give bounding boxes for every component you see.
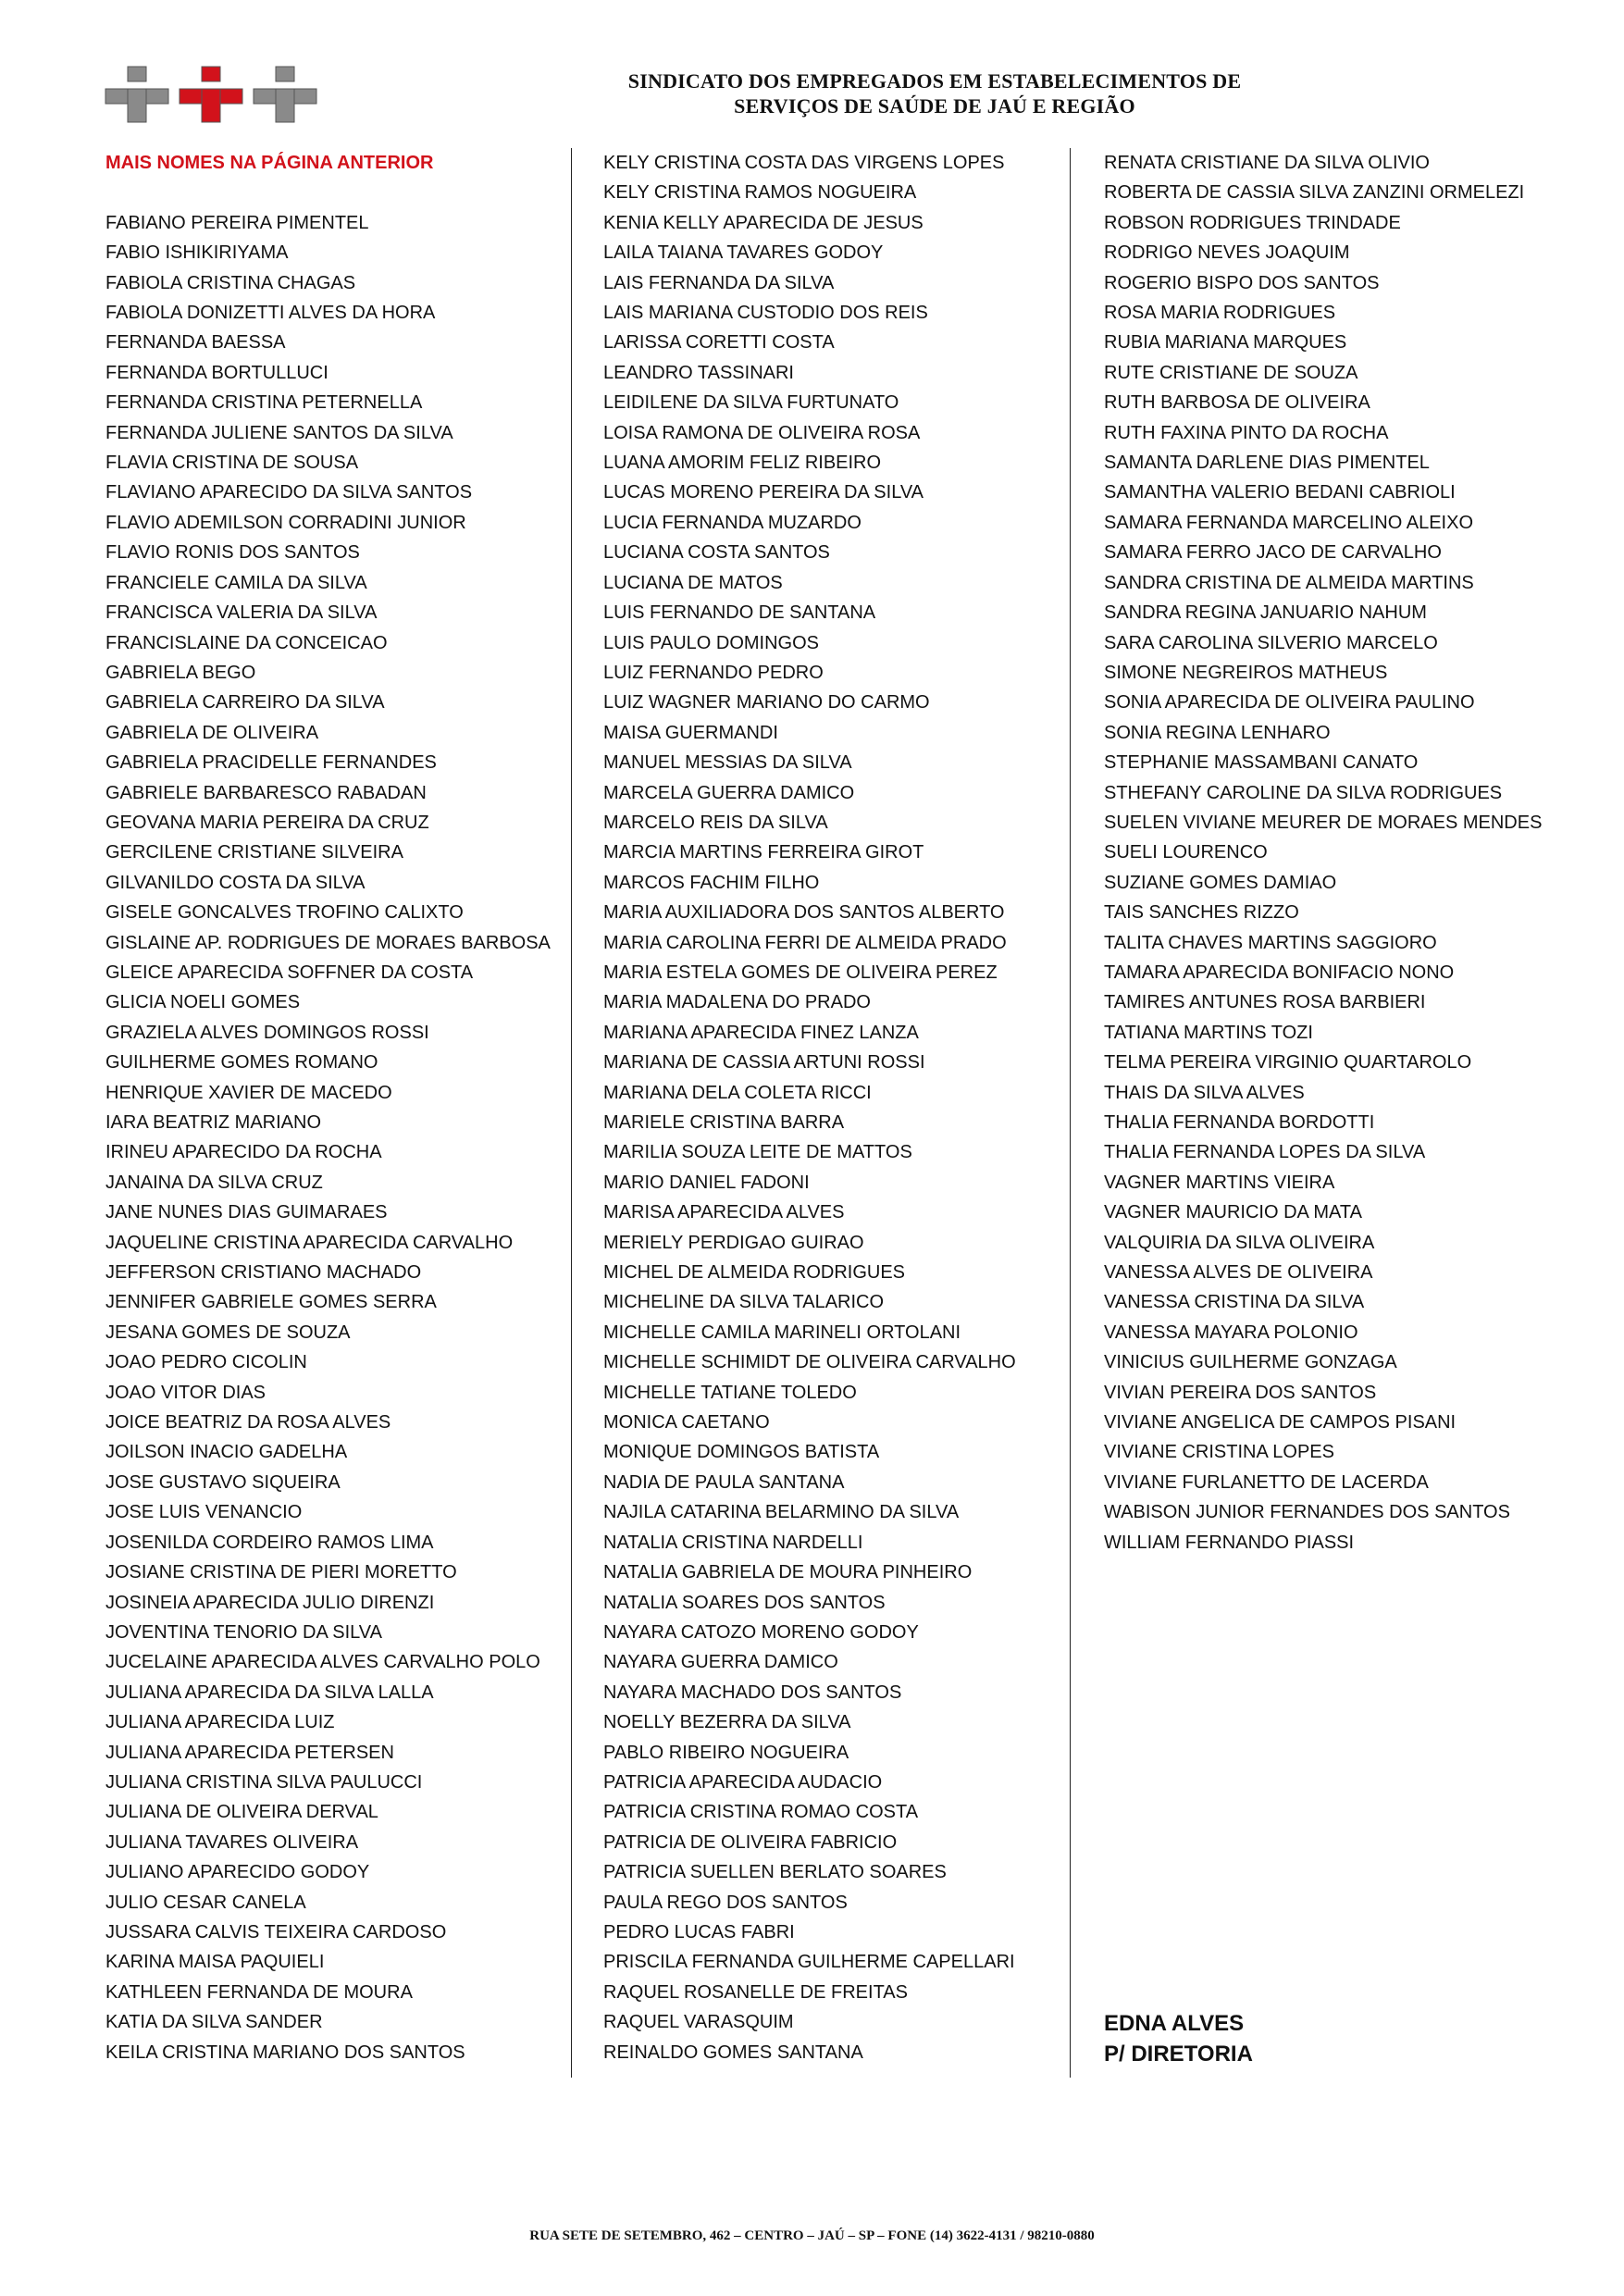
name-list-item: MARIANA APARECIDA FINEZ LANZA: [603, 1022, 919, 1043]
name-list-item: NATALIA CRISTINA NARDELLI: [603, 1532, 863, 1553]
name-list-item: SAMARA FERNANDA MARCELINO ALEIXO: [1104, 512, 1473, 533]
name-list-item: PATRICIA CRISTINA ROMAO COSTA: [603, 1802, 919, 1823]
name-list-item: JANE NUNES DIAS GUIMARAES: [105, 1202, 388, 1223]
name-list-item: MARIA ESTELA GOMES DE OLIVEIRA PEREZ: [603, 962, 998, 983]
title-line-1: SINDICATO DOS EMPREGADOS EM ESTABELECIMENTOS DE: [627, 69, 1242, 93]
name-list-item: GISELE GONCALVES TROFINO CALIXTO: [105, 902, 464, 924]
name-list-item: SIMONE NEGREIROS MATHEUS: [1104, 662, 1388, 683]
names-column-2: [603, 148, 1066, 2067]
name-list-item: GILVANILDO COSTA DA SILVA: [105, 872, 366, 893]
name-list-item: PABLO RIBEIRO NOGUEIRA: [603, 1742, 849, 1763]
name-list-item: SUZIANE GOMES DAMIAO: [1104, 872, 1337, 893]
name-list-item: GRAZIELA ALVES DOMINGOS ROSSI: [105, 1022, 429, 1043]
name-list-item: FRANCISLAINE DA CONCEICAO: [105, 632, 388, 653]
name-list-item: KENIA KELLY APARECIDA DE JESUS: [603, 212, 924, 233]
name-list-item: SARA CAROLINA SILVERIO MARCELO: [1104, 632, 1438, 653]
name-list-item: VANESSA MAYARA POLONIO: [1104, 1322, 1358, 1343]
name-list-item: FERNANDA CRISTINA PETERNELLA: [105, 392, 423, 414]
name-list-item: JOSE GUSTAVO SIQUEIRA: [105, 1471, 341, 1493]
name-list-item: LAIS MARIANA CUSTODIO DOS REIS: [603, 303, 928, 324]
name-list-item: RUTH BARBOSA DE OLIVEIRA: [1104, 392, 1370, 414]
name-list-item: GLICIA NOELI GOMES: [105, 992, 301, 1013]
name-list-item: PRISCILA FERNANDA GUILHERME CAPELLARI: [603, 1952, 1015, 1973]
name-list-item: JOSE LUIS VENANCIO: [105, 1502, 303, 1523]
name-list-item: JENNIFER GABRIELE GOMES SERRA: [105, 1292, 437, 1313]
name-list-item: KATHLEEN FERNANDA DE MOURA: [105, 1981, 413, 2003]
name-list-item: IRINEU APARECIDO DA ROCHA: [105, 1142, 382, 1163]
name-list-item: REINALDO GOMES SANTANA: [603, 2042, 863, 2063]
name-list-item: THALIA FERNANDA LOPES DA SILVA: [1104, 1142, 1426, 1163]
name-list-item: JOICE BEATRIZ DA ROSA ALVES: [105, 1412, 391, 1433]
name-list-item: GABRIELA CARREIRO DA SILVA: [105, 692, 385, 714]
name-list-item: PAULA REGO DOS SANTOS: [603, 1892, 848, 1913]
name-list-item: FRANCISCA VALERIA DA SILVA: [105, 602, 378, 624]
name-list-item: LUIZ WAGNER MARIANO DO CARMO: [603, 692, 930, 714]
name-list-item: FABIOLA CRISTINA CHAGAS: [105, 272, 356, 293]
name-list-item: KARINA MAISA PAQUIELI: [105, 1952, 325, 1973]
name-list-item: FLAVIO ADEMILSON CORRADINI JUNIOR: [105, 512, 466, 533]
name-list-item: LAIS FERNANDA DA SILVA: [603, 272, 835, 293]
name-list-item: GEOVANA MARIA PEREIRA DA CRUZ: [105, 812, 429, 833]
name-list-item: NAYARA GUERRA DAMICO: [603, 1652, 838, 1673]
name-list-item: JULIO CESAR CANELA: [105, 1892, 306, 1913]
name-list-item: MARIANA DE CASSIA ARTUNI ROSSI: [603, 1052, 925, 1074]
name-list-item: JULIANA CRISTINA SILVA PAULUCCI: [105, 1771, 423, 1793]
name-list-item: SONIA APARECIDA DE OLIVEIRA PAULINO: [1104, 692, 1475, 714]
name-list-item: GLEICE APARECIDA SOFFNER DA COSTA: [105, 962, 474, 983]
name-list-item: THALIA FERNANDA BORDOTTI: [1104, 1112, 1375, 1133]
name-list-item: MICHELLE TATIANE TOLEDO: [603, 1382, 857, 1403]
name-list-item: SAMANTHA VALERIO BEDANI CABRIOLI: [1104, 482, 1456, 503]
name-list-item: MICHELINE DA SILVA TALARICO: [603, 1292, 885, 1313]
name-list-item: TAMARA APARECIDA BONIFACIO NONO: [1104, 962, 1455, 983]
name-list-item: NATALIA GABRIELA DE MOURA PINHEIRO: [603, 1562, 973, 1583]
name-list-item: JOILSON INACIO GADELHA: [105, 1442, 348, 1463]
name-list-item: MARCELA GUERRA DAMICO: [603, 782, 855, 803]
name-list-item: PEDRO LUCAS FABRI: [603, 1921, 795, 1942]
name-list-item: MARIA AUXILIADORA DOS SANTOS ALBERTO: [603, 902, 1005, 924]
name-list-item: MAISA GUERMANDI: [603, 722, 778, 743]
name-list-item: VINICIUS GUILHERME GONZAGA: [1104, 1352, 1397, 1373]
name-list-item: FABIO ISHIKIRIYAMA: [105, 242, 289, 264]
name-list-item: SONIA REGINA LENHARO: [1104, 722, 1331, 743]
name-list-item: JESANA GOMES DE SOUZA: [105, 1322, 351, 1343]
signature-block: [1104, 2008, 1253, 2069]
name-list-item: MONIQUE DOMINGOS BATISTA: [603, 1442, 880, 1463]
spacer: [105, 178, 568, 207]
name-list-item: LUIS FERNANDO DE SANTANA: [603, 602, 876, 624]
name-list-item: MARCIA MARTINS FERREIRA GIROT: [603, 842, 924, 863]
name-list-item: NAYARA CATOZO MORENO GODOY: [603, 1621, 919, 1643]
name-list-item: VIVIANE ANGELICA DE CAMPOS PISANI: [1104, 1412, 1457, 1433]
name-list-item: JULIANO APARECIDO GODOY: [105, 1862, 370, 1883]
name-list-item: ROBSON RODRIGUES TRINDADE: [1104, 212, 1401, 233]
name-list-item: SUELI LOURENCO: [1104, 842, 1268, 863]
name-list-item: RODRIGO NEVES JOAQUIM: [1104, 242, 1350, 264]
name-list-item: RENATA CRISTIANE DA SILVA OLIVIO: [1104, 153, 1430, 173]
name-list-item: VIVIANE FURLANETTO DE LACERDA: [1104, 1471, 1429, 1493]
name-list-item: NAJILA CATARINA BELARMINO DA SILVA: [603, 1502, 960, 1523]
name-list-item: WABISON JUNIOR FERNANDES DOS SANTOS: [1104, 1502, 1510, 1523]
name-list-item: LAILA TAIANA TAVARES GODOY: [603, 242, 884, 264]
name-list-item: RUTH FAXINA PINTO DA ROCHA: [1104, 422, 1389, 443]
name-list-item: TAMIRES ANTUNES ROSA BARBIERI: [1104, 992, 1426, 1013]
name-list-item: NAYARA MACHADO DOS SANTOS: [603, 1682, 902, 1703]
name-list-item: KELY CRISTINA COSTA DAS VIRGENS LOPES: [603, 153, 1005, 173]
name-list-item: JANAINA DA SILVA CRUZ: [105, 1172, 323, 1193]
name-list-item: VANESSA ALVES DE OLIVEIRA: [1104, 1262, 1373, 1284]
name-list-item: SUELEN VIVIANE MEURER DE MORAES MENDES: [1104, 812, 1543, 833]
name-list-item: NADIA DE PAULA SANTANA: [603, 1471, 845, 1493]
name-list-item: HENRIQUE XAVIER DE MACEDO: [105, 1082, 392, 1103]
name-list-item: MONICA CAETANO: [603, 1412, 770, 1433]
column-divider: [571, 148, 572, 2078]
name-list-item: GUILHERME GOMES ROMANO: [105, 1052, 378, 1074]
name-list-item: MICHELLE SCHIMIDT DE OLIVEIRA CARVALHO: [603, 1352, 1016, 1373]
name-list-item: FLAVIO RONIS DOS SANTOS: [105, 542, 360, 564]
name-list-item: PATRICIA APARECIDA AUDACIO: [603, 1771, 883, 1793]
name-list-item: ROBERTA DE CASSIA SILVA ZANZINI ORMELEZI: [1104, 182, 1525, 204]
name-list-item: KATIA DA SILVA SANDER: [105, 2012, 323, 2033]
names-column-1: [105, 148, 568, 2067]
name-list-item: ROSA MARIA RODRIGUES: [1104, 303, 1336, 324]
name-list-item: KELY CRISTINA RAMOS NOGUEIRA: [603, 182, 917, 204]
footer-address: RUA SETE DE SETEMBRO, 462 – CENTRO – JAÚ – SP – FONE (14) 3622-4131 / 98210-0880: [529, 2228, 1095, 2243]
name-list-item: LUCAS MORENO PEREIRA DA SILVA: [603, 482, 924, 503]
name-list-item: SANDRA REGINA JANUARIO NAHUM: [1104, 602, 1427, 624]
name-list-item: FABIANO PEREIRA PIMENTEL: [105, 212, 369, 233]
name-list-item: KEILA CRISTINA MARIANO DOS SANTOS: [105, 2042, 465, 2063]
name-list-item: JAQUELINE CRISTINA APARECIDA CARVALHO: [105, 1232, 514, 1253]
name-list-item: MARIO DANIEL FADONI: [603, 1172, 810, 1193]
name-list-item: FERNANDA BORTULLUCI: [105, 362, 329, 383]
name-list-item: MERIELY PERDIGAO GUIRAO: [603, 1232, 864, 1253]
name-list-item: GERCILENE CRISTIANE SILVEIRA: [105, 842, 403, 863]
name-list-item: SAMARA FERRO JACO DE CARVALHO: [1104, 542, 1442, 564]
name-list-item: JOVENTINA TENORIO DA SILVA: [105, 1621, 382, 1643]
name-list-item: MICHEL DE ALMEIDA RODRIGUES: [603, 1262, 905, 1284]
name-list-item: FRANCIELE CAMILA DA SILVA: [105, 572, 367, 593]
name-list-item: GABRIELA BEGO: [105, 662, 256, 683]
name-list-item: RUBIA MARIANA MARQUES: [1104, 332, 1347, 354]
name-list-item: FLAVIANO APARECIDO DA SILVA SANTOS: [105, 482, 473, 503]
name-list-item: GABRIELE BARBARESCO RABADAN: [105, 782, 427, 803]
name-list-item: RUTE CRISTIANE DE SOUZA: [1104, 362, 1358, 383]
name-list-item: SANDRA CRISTINA DE ALMEIDA MARTINS: [1104, 572, 1474, 593]
name-list-item: TAIS SANCHES RIZZO: [1104, 902, 1299, 924]
name-list-item: VAGNER MARTINS VIEIRA: [1104, 1172, 1335, 1193]
name-list-item: FERNANDA BAESSA: [105, 332, 286, 354]
previous-page-note: MAIS NOMES NA PÁGINA ANTERIOR: [105, 153, 434, 173]
name-list-item: GABRIELA PRACIDELLE FERNANDES: [105, 752, 437, 774]
name-list-item: MARILIA SOUZA LEITE DE MATTOS: [603, 1142, 912, 1163]
name-list-item: VAGNER MAURICIO DA MATA: [1104, 1202, 1362, 1223]
name-list-item: MANUEL MESSIAS DA SILVA: [603, 752, 852, 774]
name-list-item: LUCIANA DE MATOS: [603, 572, 783, 593]
name-list-item: TATIANA MARTINS TOZI: [1104, 1022, 1313, 1043]
name-list-item: SAMANTA DARLENE DIAS PIMENTEL: [1104, 453, 1430, 474]
name-list-item: TALITA CHAVES MARTINS SAGGIORO: [1104, 932, 1437, 953]
name-list-item: NOELLY BEZERRA DA SILVA: [603, 1712, 851, 1733]
name-list-item: LUIS PAULO DOMINGOS: [603, 632, 820, 653]
signature-role: P/ DIRETORIA: [1104, 2042, 1253, 2066]
name-list-item: MARISA APARECIDA ALVES: [603, 1202, 845, 1223]
name-list-item: MARIA MADALENA DO PRADO: [603, 992, 871, 1013]
name-list-item: RAQUEL ROSANELLE DE FREITAS: [603, 1981, 908, 2003]
name-list-item: MARCOS FACHIM FILHO: [603, 872, 820, 893]
name-list-item: MARIA CAROLINA FERRI DE ALMEIDA PRADO: [603, 932, 1007, 953]
name-list-item: WILLIAM FERNANDO PIASSI: [1104, 1532, 1355, 1553]
name-list-item: STEPHANIE MASSAMBANI CANATO: [1104, 752, 1419, 774]
name-list-item: LUANA AMORIM FELIZ RIBEIRO: [603, 453, 882, 474]
name-list-item: JOAO VITOR DIAS: [105, 1382, 266, 1403]
name-list-item: JULIANA TAVARES OLIVEIRA: [105, 1831, 359, 1853]
name-list-item: STHEFANY CAROLINE DA SILVA RODRIGUES: [1104, 782, 1503, 803]
name-list-item: MARCELO REIS DA SILVA: [603, 812, 828, 833]
name-list-item: VIVIANE CRISTINA LOPES: [1104, 1442, 1334, 1463]
name-list-item: PATRICIA DE OLIVEIRA FABRICIO: [603, 1831, 898, 1853]
name-list-item: JULIANA APARECIDA PETERSEN: [105, 1742, 394, 1763]
name-list-item: JOSINEIA APARECIDA JULIO DIRENZI: [105, 1592, 435, 1613]
name-list-item: MARIANA DELA COLETA RICCI: [603, 1082, 872, 1103]
signature-name: EDNA ALVES: [1104, 2011, 1245, 2036]
name-list-item: JUSSARA CALVIS TEIXEIRA CARDOSO: [105, 1921, 447, 1942]
name-list-item: ROGERIO BISPO DOS SANTOS: [1104, 272, 1380, 293]
name-list-item: JOSIANE CRISTINA DE PIERI MORETTO: [105, 1562, 457, 1583]
document-title: [518, 68, 1351, 118]
name-list-item: LUCIA FERNANDA MUZARDO: [603, 512, 862, 533]
name-list-item: JOAO PEDRO CICOLIN: [105, 1352, 307, 1373]
name-list-item: LUIZ FERNANDO PEDRO: [603, 662, 824, 683]
name-list-item: GISLAINE AP. RODRIGUES DE MORAES BARBOSA: [105, 932, 551, 953]
name-list-item: LEIDILENE DA SILVA FURTUNATO: [603, 392, 899, 414]
name-list-item: LOISA RAMONA DE OLIVEIRA ROSA: [603, 422, 921, 443]
name-list-item: IARA BEATRIZ MARIANO: [105, 1112, 321, 1133]
name-list-item: JULIANA APARECIDA LUIZ: [105, 1712, 335, 1733]
names-column-3: [1104, 148, 1604, 1558]
name-list-item: VALQUIRIA DA SILVA OLIVEIRA: [1104, 1232, 1375, 1253]
name-list-item: THAIS DA SILVA ALVES: [1104, 1082, 1305, 1103]
name-list-item: FERNANDA JULIENE SANTOS DA SILVA: [105, 422, 453, 443]
name-list-item: JOSENILDA CORDEIRO RAMOS LIMA: [105, 1532, 434, 1553]
name-list-item: MARIELE CRISTINA BARRA: [603, 1112, 845, 1133]
name-list-item: LUCIANA COSTA SANTOS: [603, 542, 830, 564]
name-list-item: RAQUEL VARASQUIM: [603, 2012, 794, 2033]
name-list-item: LEANDRO TASSINARI: [603, 362, 794, 383]
name-list-item: JULIANA DE OLIVEIRA DERVAL: [105, 1802, 378, 1823]
name-list-item: GABRIELA DE OLIVEIRA: [105, 722, 319, 743]
name-list-item: TELMA PEREIRA VIRGINIO QUARTAROLO: [1104, 1052, 1472, 1074]
name-list-item: JULIANA APARECIDA DA SILVA LALLA: [105, 1682, 434, 1703]
name-list-item: FABIOLA DONIZETTI ALVES DA HORA: [105, 303, 436, 324]
name-list-item: LARISSA CORETTI COSTA: [603, 332, 835, 354]
name-list-item: FLAVIA CRISTINA DE SOUSA: [105, 453, 359, 474]
name-list-item: NATALIA SOARES DOS SANTOS: [603, 1592, 886, 1613]
name-list-item: MICHELLE CAMILA MARINELI ORTOLANI: [603, 1322, 961, 1343]
title-line-2: SERVIÇOS DE SAÚDE DE JAÚ E REGIÃO: [734, 94, 1135, 118]
name-list-item: VIVIAN PEREIRA DOS SANTOS: [1104, 1382, 1377, 1403]
name-list-item: JEFFERSON CRISTIANO MACHADO: [105, 1262, 422, 1284]
name-list-item: JUCELAINE APARECIDA ALVES CARVALHO POLO: [105, 1652, 540, 1673]
column-divider: [1070, 148, 1071, 2078]
union-logo: [104, 65, 318, 124]
name-list-item: VANESSA CRISTINA DA SILVA: [1104, 1292, 1365, 1313]
name-list-item: PATRICIA SUELLEN BERLATO SOARES: [603, 1862, 947, 1883]
